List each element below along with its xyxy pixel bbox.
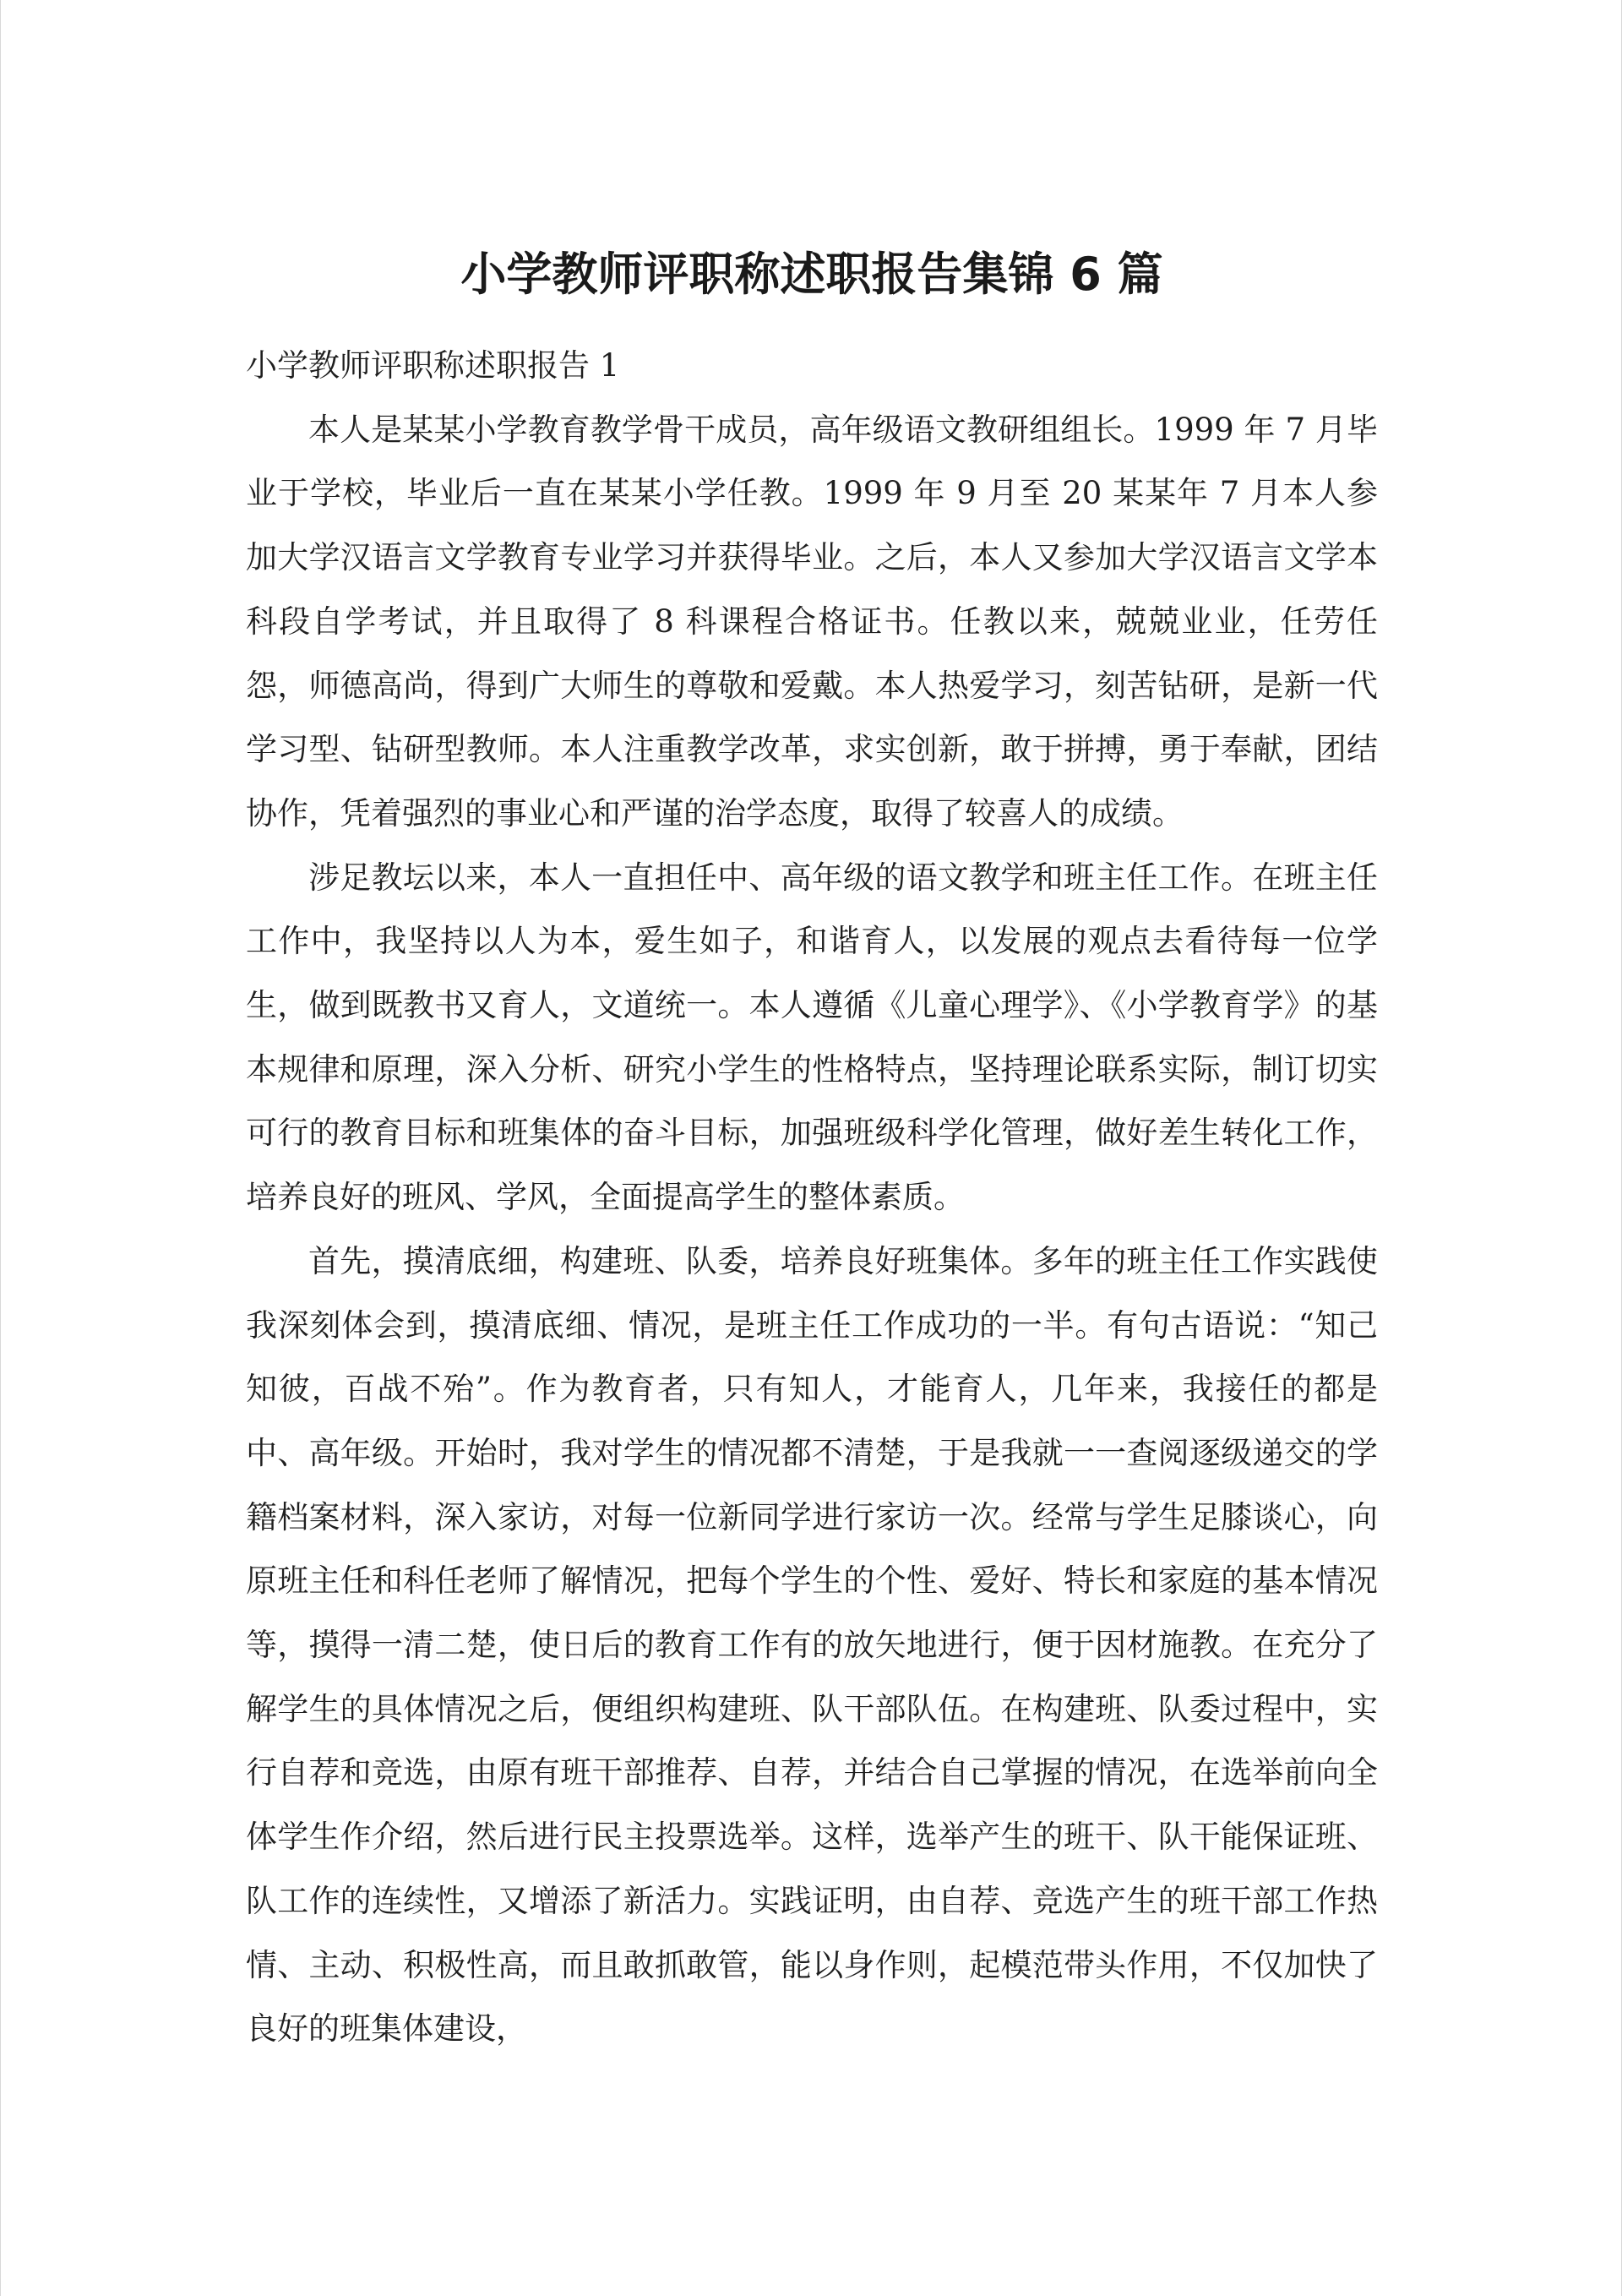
paragraph-2: 涉足教坛以来，本人一直担任中、高年级的语文教学和班主任工作。在班主任工作中，我坚持以人为本，爱生如子，和谐育人，以发展的观点去看待每一位学生，做到既教书又育人，文道统一。本人遵循《儿童心理学》、《小学教育学》的基本规律和原理，深入分析、研究小学生的性格特点，坚持理论联系实际，制订切实可行的教育目标和班集体的奋斗目标，加强班级科学化管理，做好差生转化工作，培养良好的班风、学风，全面提高学生的整体素质。 bbox=[246, 859, 1378, 1216]
document-body bbox=[246, 334, 1378, 2061]
paragraph-3: 首先，摸清底细，构建班、队委，培养良好班集体。多年的班主任工作实践使我深刻体会到，摸清底细、情况，是班主任工作成功的一半。有句古语说：“知己知彼，百战不殆”。作为教育者，只有知人，才能育人，几年来，我接任的都是中、高年级。开始时，我对学生的情况都不清楚，于是我就一一查阅逐级递交的学籍档案材料，深入家访，对每一位新同学进行家访一次。经常与学生足膝谈心，向原班主任和科任老师了解情况，把每个学生的个性、爱好、特长和家庭的基本情况等，摸得一清二楚，使日后的教育工作有的放矢地进行，便于因材施教。在充分了解学生的具体情况之后，便组织构建班、队干部队伍。在构建班、队委过程中，实行自荐和竞选，由原有班干部推荐、自荐，并结合自己掌握的情况，在选举前向全体学生作介绍，然后进行民主投票选举。这样，选举产生的班干、队干能保证班、队工作的连续性，又增添了新活力。实践证明，由自荐、竞选产生的班干部工作热情、主动、积极性高，而且敢抓敢管，能以身作则，起模范带头作用，不仅加快了良好的班集体建设， bbox=[246, 1242, 1378, 2048]
section-heading: 小学教师评职称述职报告 1 bbox=[246, 347, 620, 384]
document-title: 小学教师评职称述职报告集锦 6 篇 bbox=[460, 248, 1163, 301]
paragraph-1: 本人是某某小学教育教学骨干成员，高年级语文教研组组长。1999 年 7 月毕业于学校，毕业后一直在某某小学任教。1999 年 9 月至 20 某某年 7 月本人参加大学汉语言文学教育专业学习并获得毕业。之后，本人又参加大学汉语言文学本科段自学考试，并且取得了 8 科课程合格证书。任教以来，兢兢业业，任劳任怨，师德高尚，得到广大师生的尊敬和爱戴。本人热爱学习，刻苦钻研，是新一代学习型、钻研型教师。本人注重教学改革，求实创新，敢于拼搏，勇于奉献，团结协作，凭着强烈的事业心和严谨的治学态度，取得了较喜人的成绩。 bbox=[246, 411, 1378, 832]
